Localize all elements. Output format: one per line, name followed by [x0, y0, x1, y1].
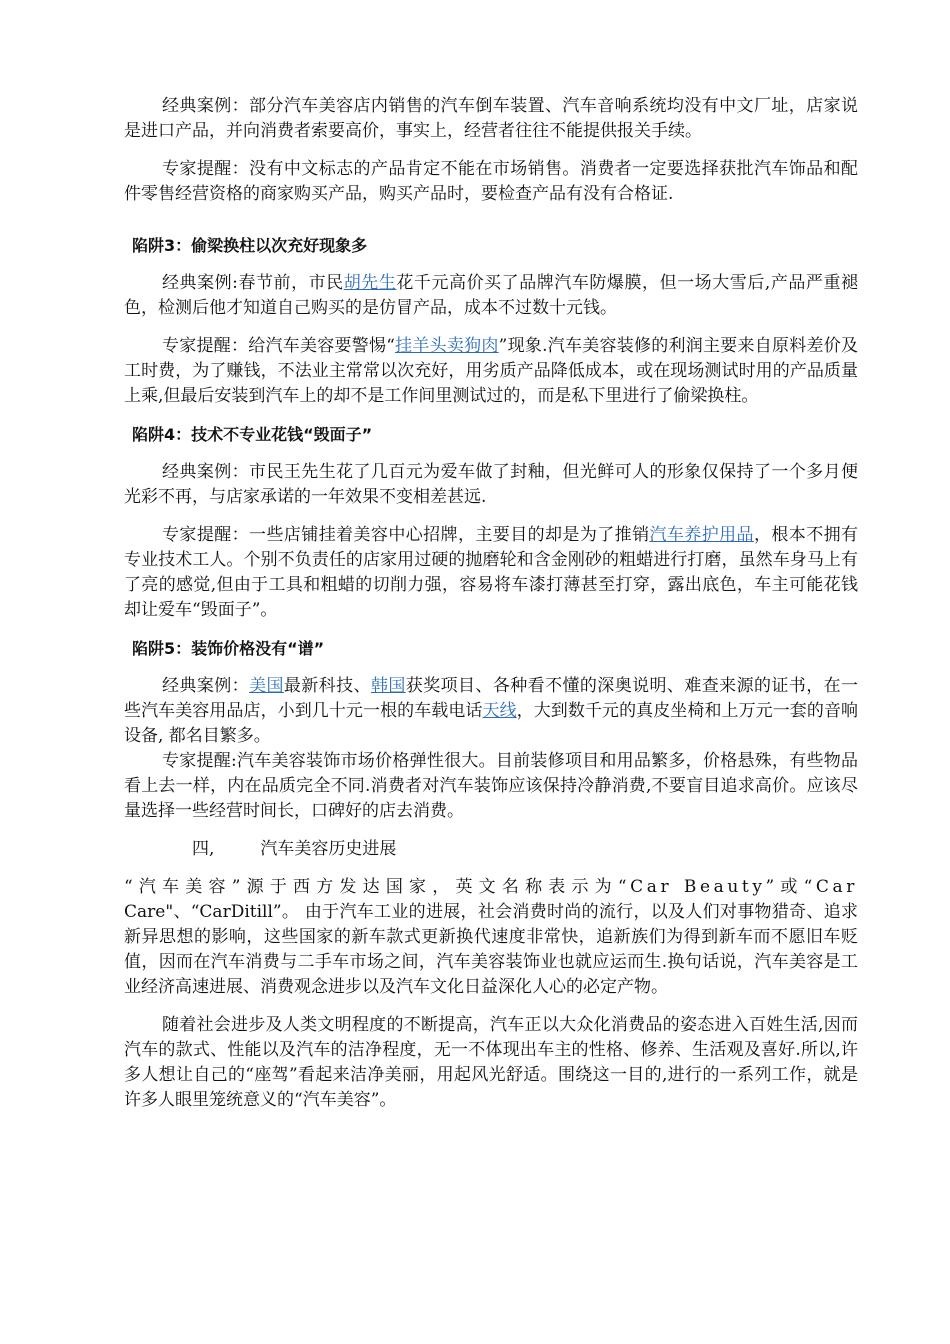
text-segment: 专家提醒：一些店铺挂着美容中心招牌，主要目的却是为了推销: [162, 525, 650, 545]
text-segment: 专家提醒：给汽车美容要警惕“: [162, 336, 395, 356]
link-korea[interactable]: 韩国: [370, 676, 406, 696]
paragraph-case-4: 经典案例：市民王先生花了几百元为爱车做了封釉，但光鲜可人的形象仅保持了一个多月便光彩不再，与店家承诺的一年效果不变相差甚远.: [124, 462, 858, 507]
paragraph-advice-5: 专家提醒:汽车美容装饰市场价格弹性很大。目前装修项目和用品繁多，价格悬殊，有些物品看上去一样，内在品质完全不同.消费者对汽车装饰应该保持冷静消费,不要盲目追求高价。应该尽量选择一些经营时间长，口碑好的店去消费。: [124, 751, 858, 821]
text-segment: Care"、“CarDitill”。 由于汽车工业的进展，社会消费时尚的流行，以及人们对事物猎奇、追求新异思想的影响，这些国家的新车款式更新换代速度非常快，追新族们为得到新车而不愿旧车贬值，因而在汽车消费与二手车市场之间，汽车美容装饰业也就应运而生.换句话说，汽车美容是工业经济高速进展、消费观念进步以及汽车文化日益深化人心的必定产物。: [124, 902, 858, 997]
paragraph-case-3: [124, 271, 858, 321]
paragraph-advice-3: [124, 334, 858, 409]
text-segment: 经典案例：: [162, 676, 250, 696]
link-mr-hu[interactable]: 胡先生: [343, 273, 397, 293]
heading-trap-3: 陷阱3：偷梁换柱以次充好现象多: [132, 236, 368, 255]
text-segment: 最新科技、: [283, 676, 371, 696]
paragraph-advice-4: [124, 523, 858, 623]
link-antenna[interactable]: 天线: [482, 701, 517, 721]
link-car-care-products[interactable]: 汽车养护用品: [649, 525, 754, 545]
paragraph-history-1: [124, 875, 858, 1000]
section-heading: [192, 837, 858, 862]
text-segment-spread: “汽车美容”源于西方发达国家，英文名称表示为“Car Beauty”或“Car: [124, 877, 858, 897]
text-segment: ，大到数千元的真皮坐椅和上万元一套的音响设备, 都名目繁多。: [124, 701, 859, 746]
section-title: 汽车美容历史进展: [260, 839, 397, 859]
paragraph-history-2: 随着社会进步及人类文明程度的不断提高，汽车正以大众化消费品的姿态进入百姓生活,因而汽车的款式、性能以及汽车的洁净程度，无一不体现出车主的性格、修养、生活观及喜好.所以,许多人想让自己的“座驾”看起来洁净美丽，用起风光舒适。围绕这一目的,进行的一系列工作，就是许多人眼里笼统意义的“汽车美容”。: [124, 1015, 858, 1110]
paragraph-advice-2: 专家提醒：没有中文标志的产品肯定不能在市场销售。消费者一定要选择获批汽车饰品和配件零售经营资格的商家购买产品，购买产品时，要检查产品有没有合格证.: [124, 159, 858, 204]
text-segment: ，根本不拥有专业技术工人。个别不负责任的店家用过硬的抛磨轮和含金刚砂的粗蜡进行打磨，虽然车身马上有了亮的感觉,但由于工具和粗蜡的切削力强，容易将车漆打薄甚至打穿，露出底色，车主可能花钱却让爱车“毁面子”。: [124, 525, 859, 620]
heading-trap-4: 陷阱4：技术不专业花钱“毁面子”: [132, 425, 373, 444]
text-segment: 花千元高价买了品牌汽车防爆膜，但一场大雪后,产品严重褪色，检测后他才知道自己购买的是仿冒产品，成本不过数十元钱。: [124, 273, 859, 318]
link-idiom[interactable]: 挂羊头卖狗肉: [394, 336, 499, 356]
section-number: 四,: [192, 839, 215, 859]
text-segment: 经典案例:春节前，市民: [162, 273, 344, 293]
heading-trap-5: 陷阱5：装饰价格没有“谱”: [132, 639, 325, 658]
document-page: [124, 94, 858, 1113]
link-usa[interactable]: 美国: [249, 676, 284, 696]
paragraph-case-2: 经典案例：部分汽车美容店内销售的汽车倒车装置、汽车音响系统均没有中文厂址，店家说是进口产品，并向消费者索要高价，事实上，经营者往往不能提供报关手续。: [124, 96, 858, 141]
paragraph-case-5: [124, 674, 858, 749]
text-segment: ”现象.汽车美容装修的利润主要来自原料差价及工时费，为了赚钱，不法业主常常以次充好，用劣质产品降低成本，或在现场测试时用的产品质量上乘,但最后安装到汽车上的却不是工作间里测试过的，而是私下里进行了偷梁换柱。: [124, 336, 858, 406]
text-segment: 获奖项目、各种看不懂的深奥说明、难查来源的证书，在一些汽车美容用品店，小到几十元一根的车载电话: [124, 676, 859, 721]
